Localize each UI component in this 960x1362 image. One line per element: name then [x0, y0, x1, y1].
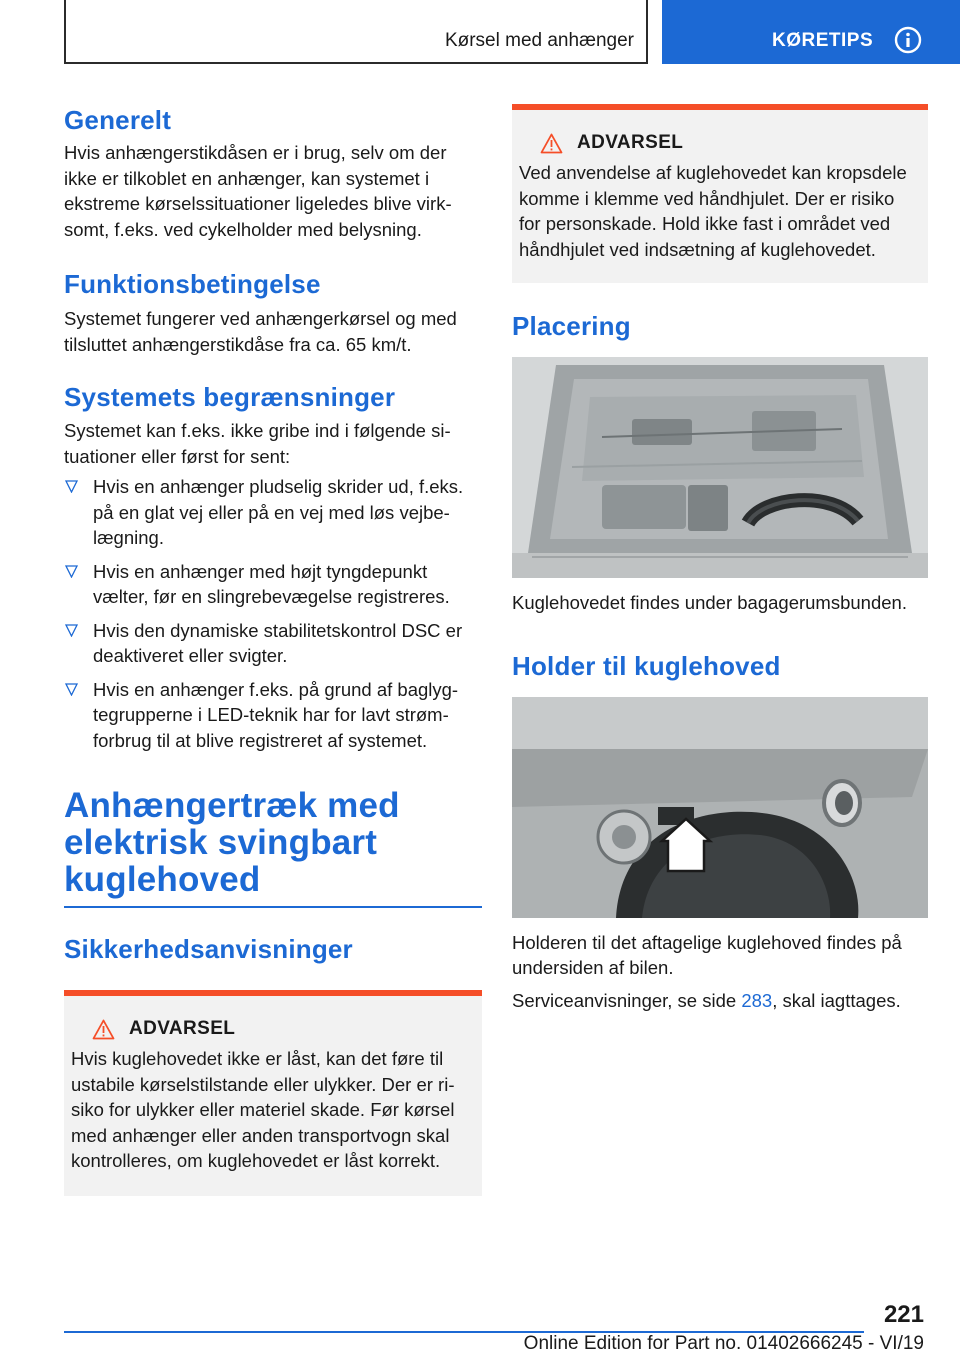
- right-column: [512, 100, 928, 1013]
- paragraph-generelt: Hvis anhængerstikdåsen er i brug, selv om der ikke er tilkoblet en anhænger, kan systemet i ekstreme kørselssituationer ligeledes blive virk- somt, f.eks. ved cykelholder med belysning.: [64, 142, 452, 240]
- caption-holder: Holderen til det aftagelige kuglehoved findes på undersiden af bilen.: [512, 931, 902, 978]
- limitation-list: [64, 474, 482, 753]
- list-item: Hvis en anhænger med højt tyngdepunkt vælter, før en slingrebevægelse registreres.: [64, 559, 482, 610]
- page-link-283[interactable]: 283: [741, 989, 773, 1011]
- footer-edition: Online Edition for Part no. 01402666245 - VI/19: [523, 1333, 924, 1354]
- info-icon[interactable]: [894, 26, 922, 54]
- triangle-bullet-icon: [65, 480, 78, 493]
- warning-text-right: Ved anvendelse af kuglehovedet kan kropsdele komme i klemme ved håndhjulet. Der er risiko for personskade. Hold ikke fast i området ved håndhjulet ved indsætning af kuglehovedet.: [519, 162, 907, 260]
- section-divider: [64, 906, 482, 908]
- warning-bar: [512, 104, 928, 110]
- service-reference: Serviceanvisninger, se side 283, skal iagttages.: [512, 989, 901, 1011]
- heading-sikkerhedsanvisninger: Sikkerhedsanvisninger: [64, 934, 353, 964]
- triangle-bullet-icon: [65, 565, 78, 578]
- warning-bar: [64, 990, 482, 996]
- warning-box-left: [64, 990, 482, 1196]
- list-item: Hvis en anhænger pludselig skrider ud, f.eks. på en glat vej eller på en vej med løs vejbe- lægning.: [64, 474, 482, 551]
- paragraph-begraensninger: Systemet kan f.eks. ikke gribe ind i følgende si- tuationer eller først for sent:: [64, 420, 451, 467]
- header-section-box: [64, 0, 648, 64]
- warning-title: ADVARSEL: [129, 1018, 236, 1039]
- header-chapter-title: KØRETIPS: [772, 30, 874, 51]
- triangle-bullet-icon: [65, 624, 78, 637]
- list-item: Hvis den dynamiske stabilitetskontrol DSC er deaktiveret eller svigter.: [64, 618, 482, 669]
- heading-holder: Holder til kuglehoved: [512, 650, 781, 681]
- warning-title-row: [540, 130, 918, 156]
- warning-title-row: [92, 1016, 472, 1042]
- warning-triangle-icon: [540, 133, 563, 154]
- warning-triangle-icon: [92, 1019, 115, 1040]
- triangle-bullet-icon: [65, 683, 78, 696]
- heading-generelt: Generelt: [64, 105, 172, 135]
- caption-placering: Kuglehovedet findes under bagagerumsbunden.: [512, 592, 907, 613]
- paragraph-funktionsbetingelse: Systemet fungerer ved anhængerkørsel og med tilsluttet anhængerstikdåse fra ca. 65 km/t.: [64, 308, 457, 355]
- trunk-photo: [512, 357, 928, 578]
- heading-anhaengertraek: Anhængertræk med elektrisk svingbart kuglehoved: [64, 786, 400, 899]
- heading-placering: Placering: [512, 311, 631, 341]
- list-item: Hvis en anhænger f.eks. på grund af baglyg- tegrupperne i LED-teknik har for lavt strøm- forbrug til at blive registreret af systemet.: [64, 677, 482, 754]
- heading-begraensninger: Systemets begrænsninger: [64, 382, 396, 412]
- warning-title: ADVARSEL: [577, 132, 684, 153]
- underside-photo: [512, 697, 928, 918]
- warning-box-right: [512, 104, 928, 283]
- header-chapter-tab[interactable]: [662, 0, 960, 64]
- heading-funktionsbetingelse: Funktionsbetingelse: [64, 269, 321, 299]
- page-number: 221: [883, 1301, 924, 1328]
- warning-text-left: Hvis kuglehovedet ikke er låst, kan det føre til ustabile kørselstilstande eller ulykker. Der er ri- siko for ulykker eller materiel skade. Før kørsel med anhænger eller anden transportvogn skal kontrolleres, om kuglehovedet er låst korrekt.: [71, 1048, 455, 1171]
- left-column: [64, 100, 482, 1196]
- header-section-title: Kørsel med anhænger: [444, 30, 634, 51]
